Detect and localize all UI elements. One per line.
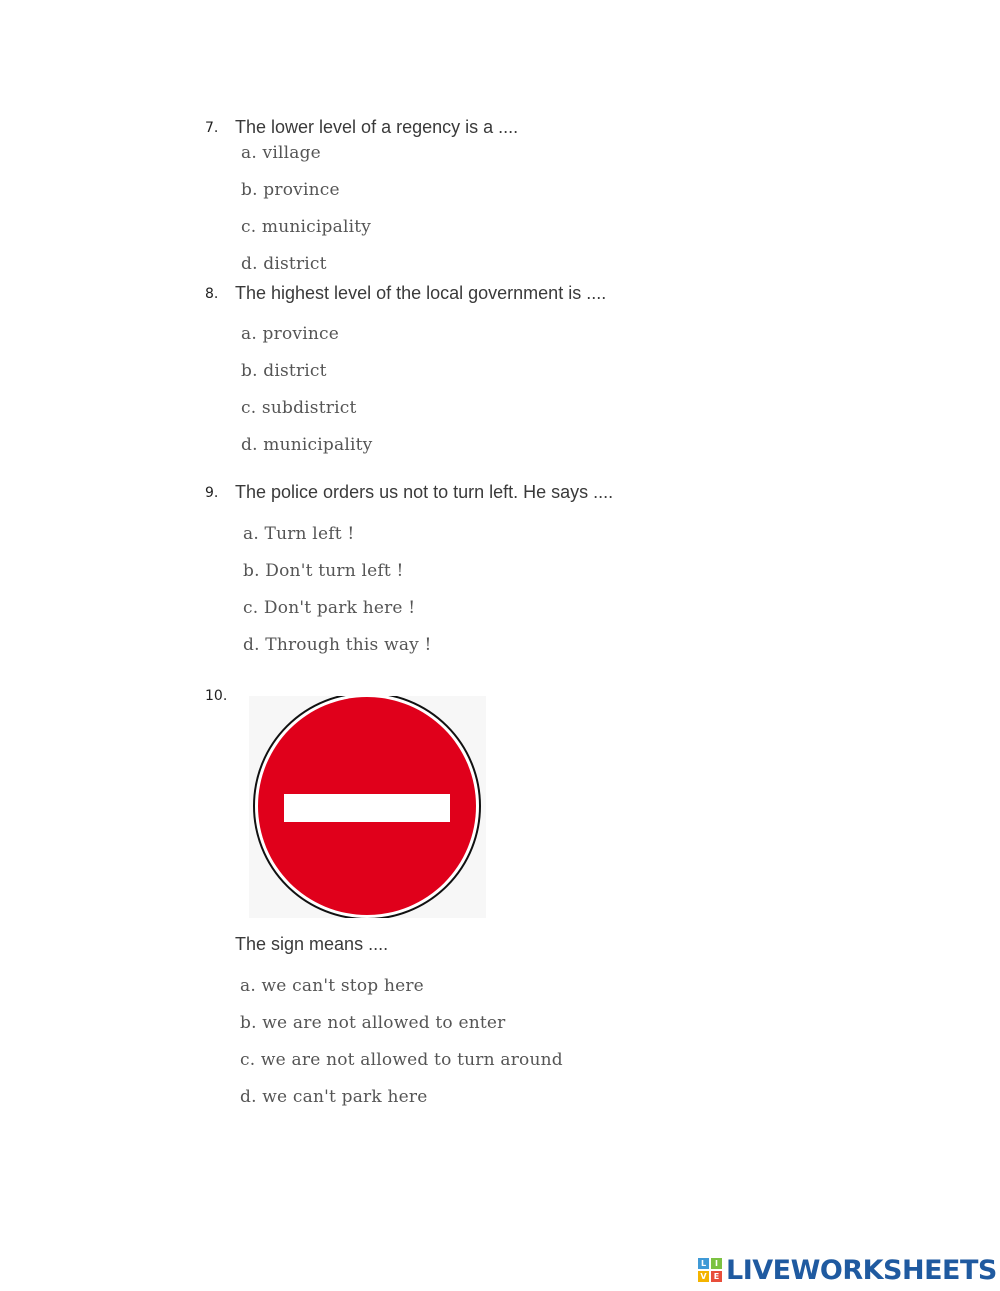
question-text: The highest level of the local government is ....: [235, 283, 607, 303]
logo-text: LIVEWORKSHEETS: [726, 1254, 997, 1286]
option-a[interactable]: a. we can't stop here: [240, 976, 424, 996]
question-number: 7.: [205, 120, 219, 136]
option-c[interactable]: c. Don't park here !: [243, 598, 416, 618]
option-a[interactable]: a. village: [241, 143, 321, 163]
option-c[interactable]: c. we are not allowed to turn around: [240, 1050, 563, 1070]
option-c[interactable]: c. subdistrict: [241, 398, 357, 418]
option-b[interactable]: b. we are not allowed to enter: [240, 1013, 506, 1033]
logo-blocks-icon: [698, 1258, 722, 1282]
option-c[interactable]: c. municipality: [241, 217, 372, 237]
option-d[interactable]: d. we can't park here: [240, 1087, 428, 1107]
logo-block: E: [711, 1271, 722, 1282]
question-text: The police orders us not to turn left. He says ....: [235, 482, 614, 502]
option-b[interactable]: b. province: [241, 180, 340, 200]
option-d[interactable]: d. Through this way !: [243, 635, 432, 655]
option-b[interactable]: b. district: [241, 361, 327, 381]
logo-block: L: [698, 1258, 709, 1269]
question-number: 9.: [205, 485, 219, 501]
no-entry-sign-image: [249, 696, 486, 918]
liveworksheets-logo: [698, 1255, 997, 1285]
question-number: 8.: [205, 286, 219, 302]
question-number: 10.: [205, 688, 228, 704]
logo-block: V: [698, 1271, 709, 1282]
option-a[interactable]: a. Turn left !: [243, 524, 355, 544]
option-d[interactable]: d. municipality: [241, 435, 373, 455]
question-text: The lower level of a regency is a ....: [235, 117, 519, 137]
option-d[interactable]: d. district: [241, 254, 327, 274]
no-entry-sign-icon: [249, 696, 486, 918]
option-a[interactable]: a. province: [241, 324, 339, 344]
option-b[interactable]: b. Don't turn left !: [243, 561, 404, 581]
logo-block: I: [711, 1258, 722, 1269]
question-text: The sign means ....: [235, 934, 389, 954]
